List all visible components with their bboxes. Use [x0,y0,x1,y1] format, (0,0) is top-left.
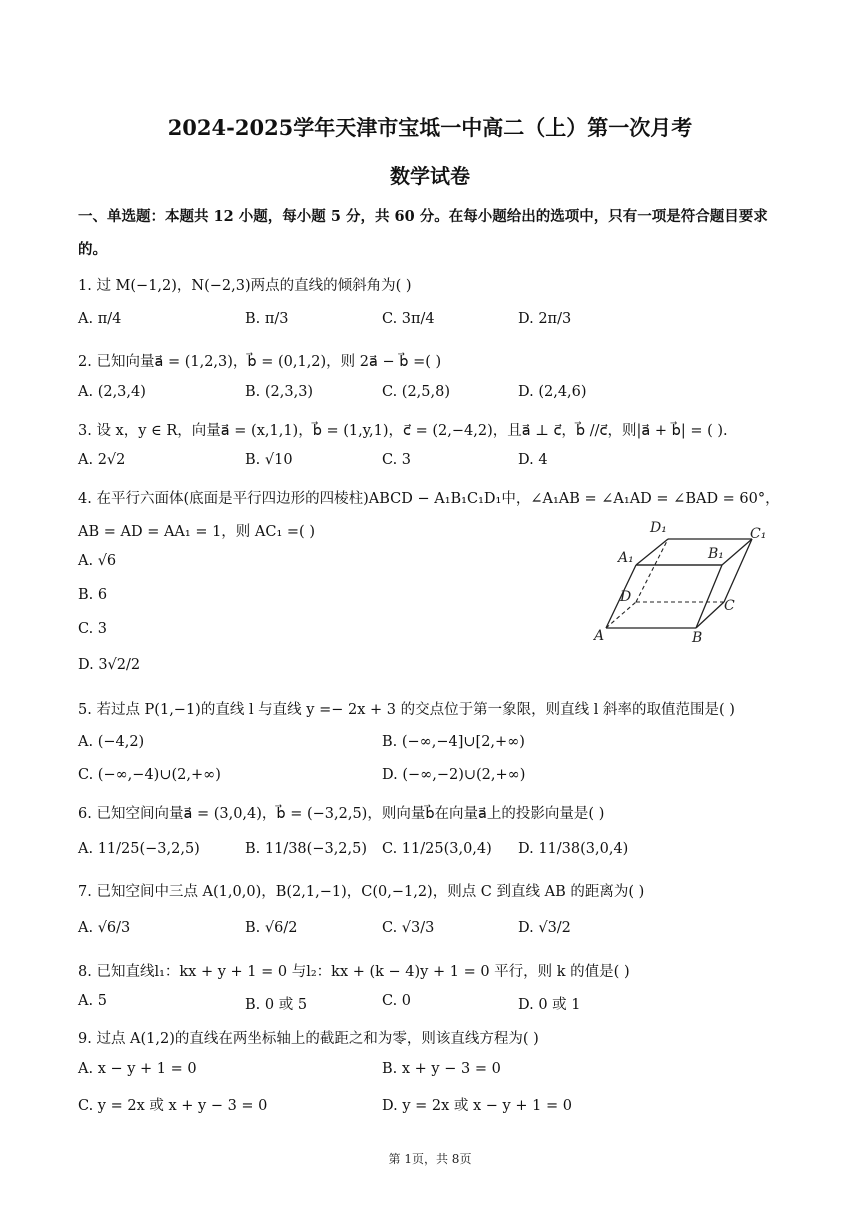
figure-label-b: B [692,630,703,646]
question-7-option-d: D. √3/2 [518,920,571,936]
section-heading-cont: 的。 [78,241,107,258]
question-1-option-d: D. 2π/3 [518,311,572,327]
question-8-option-b: B. 0 或 5 [245,997,308,1013]
question-1-option-b: B. π/3 [245,311,289,327]
figure-label-c: C [724,598,735,614]
question-4-option-d: D. 3√2/2 [78,657,141,673]
parallelepiped-figure [590,512,780,647]
question-8-option-c: C. 0 [382,993,412,1009]
question-3-option-d: D. 4 [518,452,548,468]
question-4-stem-cont: AB = AD = AA₁ = 1，则 AC₁ =( ) [78,524,315,540]
question-1-stem: 1. 过 M(−1,2)，N(−2,3)两点的直线的倾斜角为( ) [78,278,412,294]
figure-label-c1: C₁ [750,526,767,542]
question-4-option-b: B. 6 [78,587,108,603]
figure-label-a: A [594,628,605,644]
question-6-stem: 6. 已知空间向量a⃗ = (3,0,4)，b⃗ = (−3,2,5)，则向量b⃗在向量a⃗上的投影向量是( ) [78,806,605,822]
page-footer: 第 1页，共 8页 [388,1152,472,1166]
question-9-stem: 9. 过点 A(1,2)的直线在两坐标轴上的截距之和为零，则该直线方程为( ) [78,1031,539,1047]
question-6-option-d: D. 11/38(3,0,4) [518,841,629,857]
exam-subtitle: 数学试卷 [390,164,470,188]
question-5-option-a: A. (−4,2) [78,734,145,750]
section-heading: 一、单选题：本题共 12 小题，每小题 5 分，共 60 分。在每小题给出的选项中，只有一项是符合题目要求 [78,208,768,225]
question-2-option-a: A. (2,3,4) [78,384,146,400]
figure-label-d1: D₁ [650,520,667,536]
question-2-option-b: B. (2,3,3) [245,384,314,400]
question-6-option-b: B. 11/38(−3,2,5) [245,841,368,857]
figure-label-d: D [620,589,632,605]
question-1-option-c: C. 3π/4 [382,311,435,327]
question-7-stem: 7. 已知空间中三点 A(1,0,0)，B(2,1,−1)，C(0,−1,2)，则点 C 到直线 AB 的距离为( ) [78,884,645,900]
question-9-option-b: B. x + y − 3 = 0 [382,1061,501,1077]
question-7-option-c: C. √3/3 [382,920,435,936]
question-9-option-d: D. y = 2x 或 x − y + 1 = 0 [382,1098,572,1114]
question-4-option-a: A. √6 [78,553,117,569]
exam-title: 2024-2025学年天津市宝坻一中高二（上）第一次月考 [167,115,693,140]
question-3-option-a: A. 2√2 [78,452,126,468]
figure-label-b1: B₁ [708,546,724,562]
question-4-stem: 4. 在平行六面体(底面是平行四边形的四棱柱)ABCD − A₁B₁C₁D₁中，∠A₁AB = ∠A₁AD = ∠BAD = 60°， [78,491,780,507]
question-5-option-c: C. (−∞,−4)∪(2,+∞) [78,767,221,783]
question-2-option-d: D. (2,4,6) [518,384,587,400]
question-3-option-c: C. 3 [382,452,412,468]
question-4-option-c: C. 3 [78,621,108,637]
question-9-option-c: C. y = 2x 或 x + y − 3 = 0 [78,1098,268,1114]
question-9-option-a: A. x − y + 1 = 0 [78,1061,197,1077]
question-6-option-a: A. 11/25(−3,2,5) [78,841,200,857]
figure-label-a1: A₁ [618,550,634,566]
question-8-option-d: D. 0 或 1 [518,997,581,1013]
question-1-option-a: A. π/4 [78,311,122,327]
question-5-option-b: B. (−∞,−4]∪[2,+∞) [382,734,525,750]
question-8-stem: 8. 已知直线l₁：kx + y + 1 = 0 与l₂：kx + (k − 4)y + 1 = 0 平行，则 k 的值是( ) [78,964,630,980]
question-3-option-b: B. √10 [245,452,293,468]
question-7-option-a: A. √6/3 [78,920,131,936]
question-8-option-a: A. 5 [78,993,107,1009]
question-5-option-d: D. (−∞,−2)∪(2,+∞) [382,767,526,783]
question-5-stem: 5. 若过点 P(1,−1)的直线 l 与直线 y =− 2x + 3 的交点位于第一象限，则直线 l 斜率的取值范围是( ) [78,702,735,718]
question-7-option-b: B. √6/2 [245,920,298,936]
question-2-stem: 2. 已知向量a⃗ = (1,2,3)，b⃗ = (0,1,2)，则 2a⃗ − b⃗ =( ) [78,354,442,370]
question-6-option-c: C. 11/25(3,0,4) [382,841,492,857]
question-2-option-c: C. (2,5,8) [382,384,451,400]
question-3-stem: 3. 设 x，y ∈ R，向量a⃗ = (x,1,1)，b⃗ = (1,y,1)，c⃗ = (2,−4,2)，且a⃗ ⊥ c⃗，b⃗ //c⃗，则|a⃗ + b⃗| = ( ). [78,423,728,439]
